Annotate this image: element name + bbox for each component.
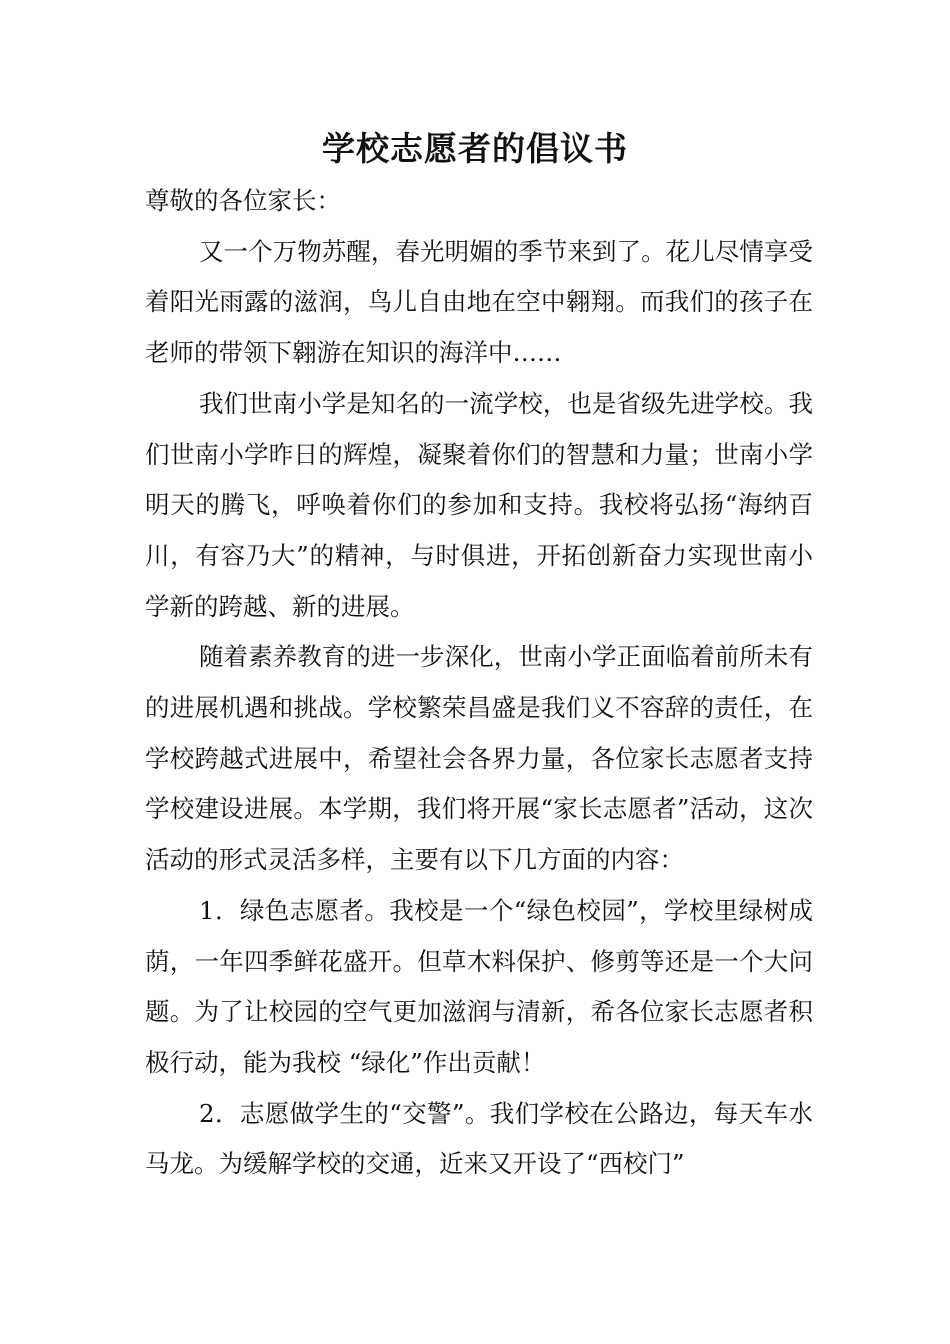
paragraph-item-1: 1．绿色志愿者。我校是一个“绿色校园”，学校里绿树成荫，一年四季鲜花盛开。但草木料保护、修剪等还是一个大问题。为了让校园的空气更加滋润与清新，希各位家长志愿者积极行动，能为我校 “绿化”作出贡献！ <box>145 895 813 1077</box>
document-body <box>145 176 813 1190</box>
paragraph-intro: 又一个万物苏醒，春光明媚的季节来到了。花儿尽情享受着阳光雨露的滋润，鸟儿自由地在空中翱翔。而我们的孩子在老师的带领下翱游在知识的海洋中…… <box>145 236 813 368</box>
salutation: 尊敬的各位家长： <box>145 186 341 215</box>
document-title: 学校志愿者的倡议书 <box>322 129 628 168</box>
paragraph-school: 我们世南小学是知名的一流学校，也是省级先进学校。我们世南小学昨日的辉煌，凝聚着你们的智慧和力量；世南小学明天的腾飞，呼唤着你们的参加和支持。我校将弘扬“海纳百川，有容乃大”的精神，与时俱进，开拓创新奋力实现世南小学新的跨越、新的进展。 <box>145 388 813 621</box>
paragraph-item-2: 2．志愿做学生的“交警”。我们学校在公路边，每天车水马龙。为缓解学校的交通，近来又开设了“西校门” <box>145 1098 813 1179</box>
paragraph-activity: 随着素养教育的进一步深化，世南小学正面临着前所未有的进展机遇和挑战。学校繁荣昌盛是我们义不容辞的责任，在学校跨越式进展中，希望社会各界力量，各位家长志愿者支持学校建设进展。本学期，我们将开展“家长志愿者”活动，这次活动的形式灵活多样，主要有以下几方面的内容： <box>145 642 813 875</box>
